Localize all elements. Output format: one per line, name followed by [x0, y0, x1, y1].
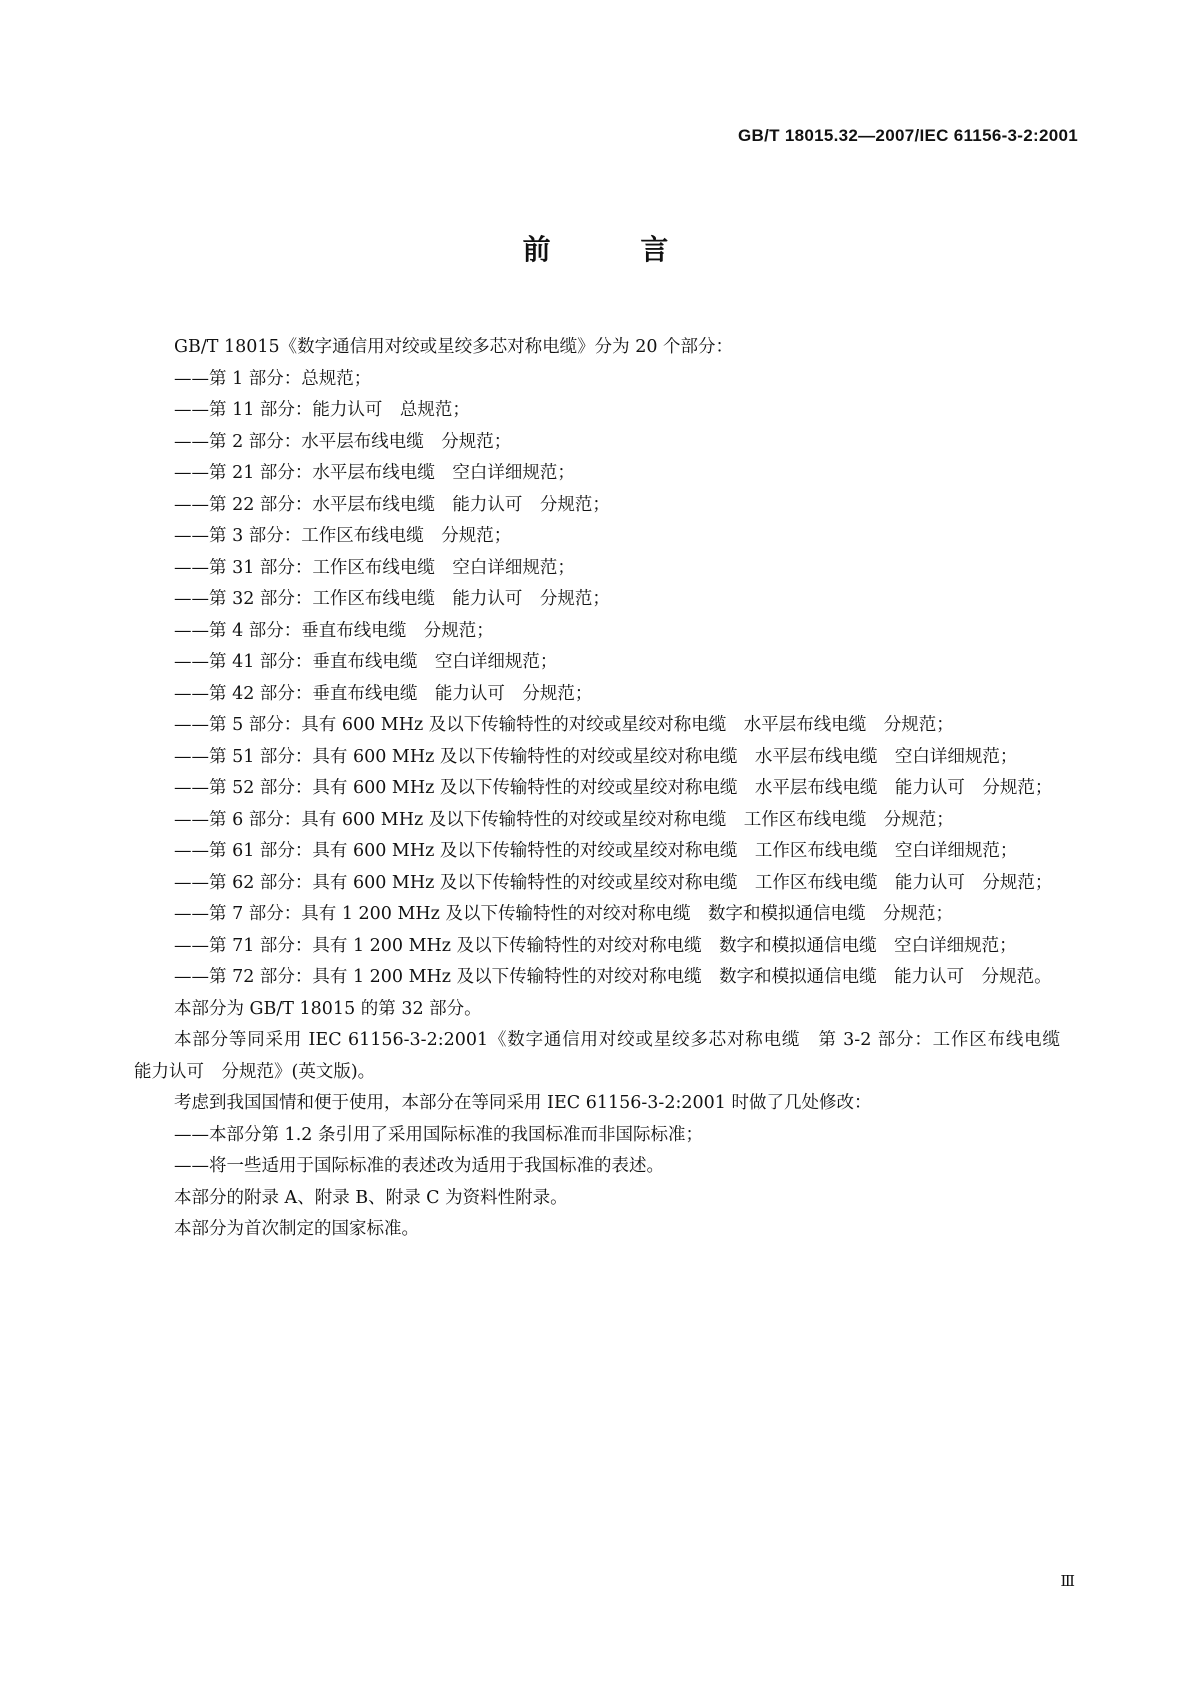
- annexes-paragraph: 本部分的附录 A、附录 B、附录 C 为资料性附录。: [174, 1187, 568, 1208]
- list-item-part: ——第 6 部分：具有 600 MHz 及以下传输特性的对绞或星绞对称电缆 工作区布线电缆 分规范；: [174, 809, 954, 830]
- list-item-part: ——第 22 部分：水平层布线电缆 能力认可 分规范；: [174, 494, 610, 515]
- list-item-part: ——第 1 部分：总规范；: [174, 368, 372, 389]
- list-item-part: ——第 7 部分：具有 1 200 MHz 及以下传输特性的对绞对称电缆 数字和模拟通信电缆 分规范；: [174, 904, 953, 924]
- page-number: Ⅲ: [1060, 1572, 1075, 1590]
- intro-paragraph: GB/T 18015《数字通信用对绞或星绞多芯对称电缆》分为 20 个部分：: [174, 337, 734, 357]
- part-of-paragraph: 本部分为 GB/T 18015 的第 32 部分。: [174, 998, 482, 1019]
- equivalent-paragraph: 本部分等同采用 IEC 61156-3-2:2001《数字通信用对绞或星绞多芯对称电缆 第 3-2 部分：工作区布线电缆 能力认可 分规范》(英文版)。: [134, 1030, 1078, 1082]
- list-item-part: ——第 52 部分：具有 600 MHz 及以下传输特性的对绞或星绞对称电缆 水平层布线电缆 能力认可 分规范；: [174, 778, 1053, 798]
- list-item-part: ——第 72 部分：具有 1 200 MHz 及以下传输特性的对绞对称电缆 数字和模拟通信电缆 能力认可 分规范。: [174, 967, 1052, 987]
- list-item-part: ——第 42 部分：垂直布线电缆 能力认可 分规范；: [174, 683, 593, 704]
- list-item-part: ——第 3 部分：工作区布线电缆 分规范；: [174, 526, 512, 546]
- list-item-part: ——第 31 部分：工作区布线电缆 空白详细规范；: [174, 557, 575, 578]
- change-item: ——本部分第 1.2 条引用了采用国际标准的我国标准而非国际标准；: [174, 1124, 703, 1145]
- change-item: ——将一些适用于国际标准的表述改为适用于我国标准的表述。: [174, 1156, 664, 1176]
- foreword-body: [134, 332, 1078, 1246]
- list-item-part: ——第 62 部分：具有 600 MHz 及以下传输特性的对绞或星绞对称电缆 工作区布线电缆 能力认可 分规范；: [174, 872, 1053, 893]
- page-title: 前 言: [522, 233, 709, 266]
- list-item-part: ——第 4 部分：垂直布线电缆 分规范；: [174, 620, 494, 641]
- list-item-part: ——第 11 部分：能力认可 总规范；: [174, 400, 470, 420]
- list-item-part: ——第 61 部分：具有 600 MHz 及以下传输特性的对绞或星绞对称电缆 工作区布线电缆 空白详细规范；: [174, 841, 1018, 861]
- list-item-part: ——第 21 部分：水平层布线电缆 空白详细规范；: [174, 463, 575, 483]
- changes-intro-paragraph: 考虑到我国国情和便于使用，本部分在等同采用 IEC 61156-3-2:2001 时做了几处修改：: [174, 1093, 872, 1113]
- list-item-part: ——第 5 部分：具有 600 MHz 及以下传输特性的对绞或星绞对称电缆 水平层布线电缆 分规范；: [174, 715, 954, 735]
- list-item-part: ——第 32 部分：工作区布线电缆 能力认可 分规范；: [174, 589, 610, 609]
- list-item-part: ——第 51 部分：具有 600 MHz 及以下传输特性的对绞或星绞对称电缆 水平层布线电缆 空白详细规范；: [174, 746, 1018, 767]
- first-edition-paragraph: 本部分为首次制定的国家标准。: [174, 1219, 419, 1239]
- standard-code: GB/T 18015.32—2007/IEC 61156-3-2:2001: [738, 126, 1078, 145]
- list-item-part: ——第 71 部分：具有 1 200 MHz 及以下传输特性的对绞对称电缆 数字和模拟通信电缆 空白详细规范；: [174, 935, 1017, 956]
- list-item-part: ——第 41 部分：垂直布线电缆 空白详细规范；: [174, 652, 558, 672]
- list-item-part: ——第 2 部分：水平层布线电缆 分规范；: [174, 431, 512, 452]
